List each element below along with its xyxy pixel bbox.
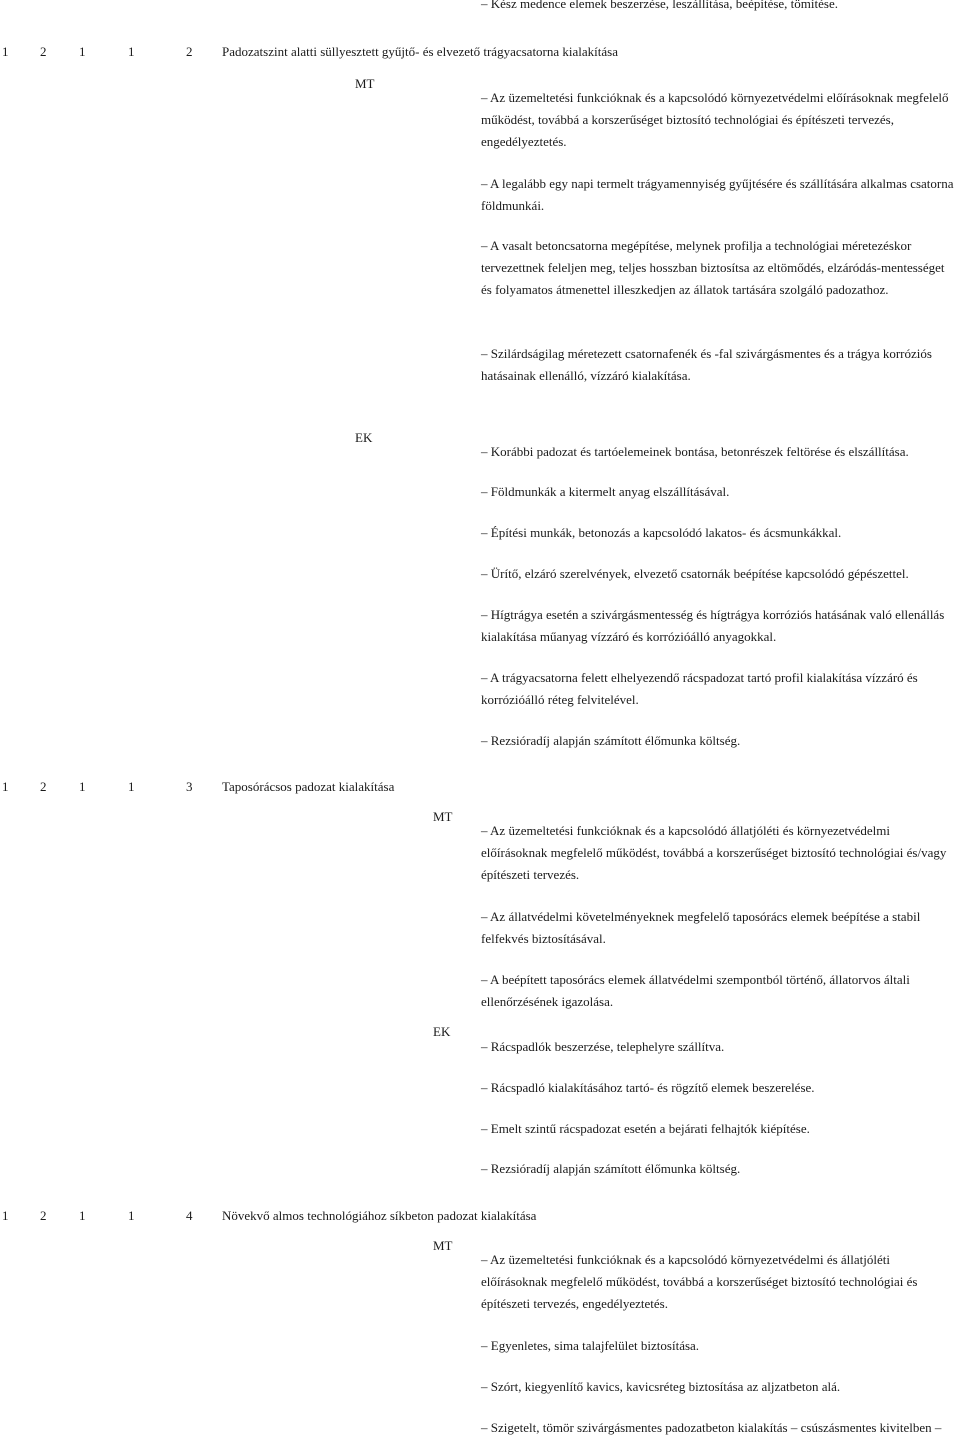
ek-item: – Rezsióradíj alapján számított élőmunka költség. [481, 733, 741, 748]
mt-label: MT [433, 1238, 453, 1253]
mt-label: MT [355, 76, 375, 91]
mt-item: – Szilárdságilag méretezett csatornafenék és -fal szivárgásmentes és a trágya korróziós hatásainak ellenálló, vízzáró kialakítása. [481, 346, 932, 383]
mt-item: – A beépített taposórács elemek állatvédelmi szempontból történő, állatorvos általi ellenőrzésének igazolása. [481, 972, 910, 1009]
code-digit: 1 [2, 44, 9, 59]
continuation-line: – Kész medence elemek beszerzése, leszállítása, beépítése, tömítése. [481, 0, 838, 11]
section-title: Taposórácsos padozat kialakítása [222, 779, 395, 794]
ek-label: EK [355, 430, 373, 445]
mt-item: – Az üzemeltetési funkcióknak és a kapcsolódó környezetvédelmi előírásoknak megfelelő működést, továbbá a korszerűséget biztosító technológiai és építészeti tervezés, engedélyeztetés. [481, 90, 949, 149]
section-title: Padozatszint alatti süllyesztett gyűjtő- és elvezető trágyacsatorna kialakítása [222, 44, 618, 59]
ek-item: – Korábbi padozat és tartóelemeinek bontása, betonrészek feltörése és elszállítása. [481, 444, 909, 459]
ek-item: – Rácspadló kialakításához tartó- és rögzítő elemek beszerelése. [481, 1080, 815, 1095]
ek-item: – Hígtrágya esetén a szivárgásmentesség és hígtrágya korróziós hatásának való ellenállás kialakítása műanyag vízzáró és korrózióálló anyagokkal. [481, 607, 945, 644]
mt-item: – Egyenletes, sima talajfelület biztosítása. [481, 1338, 700, 1353]
mt-label: MT [433, 809, 453, 824]
mt-item: – A vasalt betoncsatorna megépítése, melynek profilja a technológiai méretezéskor tervezettnek feleljen meg, teljes hosszban biztosítsa az eltömődés, elzáródás-mentességet és folyamatos átmenettel illeszkedjen az állatok tartására szolgáló padozathoz. [481, 238, 945, 297]
code-digit: 1 [128, 779, 135, 794]
code-digit: 1 [128, 1208, 135, 1223]
mt-item: – Szigetelt, tömör szivárgásmentes padozatbeton kialakítás – csúszásmentes kivitelben – [481, 1420, 942, 1435]
mt-item: – Az üzemeltetési funkcióknak és a kapcsolódó állatjóléti és környezetvédelmi előírásoknak megfelelő működést, továbbá a korszerűséget biztosító technológiai és/vagy építészeti tervezés. [481, 823, 947, 882]
code-digit: 1 [2, 1208, 9, 1223]
code-digit: 2 [40, 779, 47, 794]
mt-item: – Az üzemeltetési funkcióknak és a kapcsolódó környezetvédelmi és állatjóléti előírásoknak megfelelő működést, továbbá a korszerűséget biztosító technológiai és építészeti tervezés, engedélyeztetés. [481, 1252, 918, 1311]
mt-item: – Szórt, kiegyenlítő kavics, kavicsréteg biztosítása az aljzatbeton alá. [481, 1379, 841, 1394]
ek-item: – Emelt szintű rácspadozat esetén a bejárati felhajtók kiépítése. [481, 1121, 810, 1136]
mt-item: – A legalább egy napi termelt trágyamennyiség gyűjtésére és szállítására alkalmas csatorna földmunkái. [481, 176, 954, 213]
code-digit: 4 [186, 1208, 193, 1223]
ek-item: – Ürítő, elzáró szerelvények, elvezető csatornák beépítése kapcsolódó gépészettel. [481, 566, 909, 581]
ek-label: EK [433, 1024, 451, 1039]
code-digit: 1 [79, 44, 86, 59]
code-digit: 1 [2, 779, 9, 794]
code-digit: 1 [79, 779, 86, 794]
mt-item: – Az állatvédelmi követelményeknek megfelelő taposórács elemek beépítése a stabil felfekvés biztosításával. [481, 909, 921, 946]
ek-item: – Rezsióradíj alapján számított élőmunka költség. [481, 1161, 741, 1176]
ek-item: – Építési munkák, betonozás a kapcsolódó lakatos- és ácsmunkákkal. [481, 525, 842, 540]
code-digit: 1 [79, 1208, 86, 1223]
code-digit: 3 [186, 779, 193, 794]
ek-item: – A trágyacsatorna felett elhelyezendő rácspadozat tartó profil kialakítása vízzáró és korrózióálló réteg felvitelével. [481, 670, 918, 707]
section-title: Növekvő almos technológiához síkbeton padozat kialakítása [222, 1208, 537, 1223]
ek-item: – Rácspadlók beszerzése, telephelyre szállítva. [481, 1039, 725, 1054]
code-digit: 2 [186, 44, 193, 59]
code-digit: 2 [40, 1208, 47, 1223]
ek-item: – Földmunkák a kitermelt anyag elszállításával. [481, 484, 730, 499]
code-digit: 1 [128, 44, 135, 59]
code-digit: 2 [40, 44, 47, 59]
